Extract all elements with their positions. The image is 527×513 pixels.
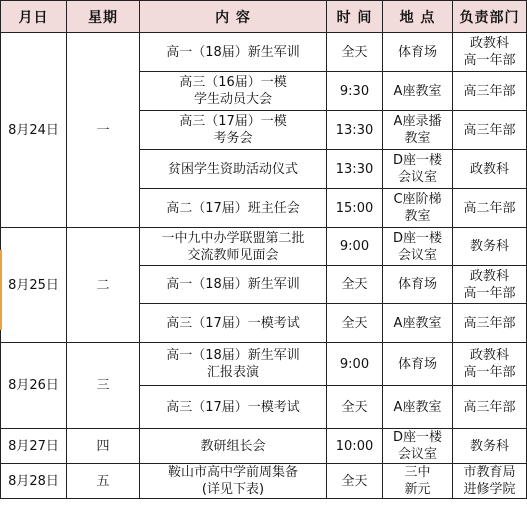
table-row [1, 429, 527, 464]
location-line: 体育场 [397, 44, 437, 60]
dept-cell [453, 72, 527, 111]
content-line: 汇报表演 [206, 365, 259, 380]
dept-cell [453, 266, 527, 304]
content-line: 教研组长会 [200, 438, 266, 454]
weekday-cell: 四 [67, 429, 140, 464]
content-cell [140, 266, 327, 304]
time-cell: 13:30 [327, 150, 383, 189]
dept-line: 政教科 [469, 161, 509, 177]
location-line: A座教室 [393, 399, 442, 415]
time-cell: 全天 [327, 266, 383, 304]
location-cell [383, 228, 453, 266]
dept-line: 政教科 [469, 348, 509, 363]
location-line: 体育场 [397, 356, 437, 372]
header-row [1, 1, 527, 33]
dept-cell [453, 228, 527, 266]
content-line: 高三（17届）一模 [179, 114, 287, 129]
location-line: 会议室 [397, 170, 437, 185]
content-line: 鞍山市高中学前周集备 [167, 465, 298, 480]
content-line: 高一（18届）新生军训 [166, 348, 300, 363]
location-cell [383, 150, 453, 189]
dept-cell [453, 304, 527, 343]
location-line: A座录播 [393, 114, 442, 129]
content-line: 贫困学生资助活动仪式 [167, 161, 298, 177]
dept-line: 高三年部 [463, 399, 516, 415]
dept-cell [453, 386, 527, 429]
dept-line: 高二年部 [463, 200, 516, 216]
location-line: 会议室 [397, 247, 437, 263]
date-cell: 8月25日 [1, 228, 67, 343]
dept-cell [453, 150, 527, 189]
header-dept: 负责部门 [453, 1, 527, 33]
time-cell: 13:30 [327, 111, 383, 150]
time-cell: 9:30 [327, 72, 383, 111]
dept-cell [453, 429, 527, 464]
content-line: 高三（16届）一模 [179, 75, 287, 90]
time-cell: 9:00 [327, 228, 383, 266]
location-line: A座教室 [393, 315, 442, 331]
location-cell [383, 111, 453, 150]
location-line: 会议室 [397, 447, 437, 462]
location-cell [383, 343, 453, 386]
location-cell [383, 189, 453, 228]
location-cell [383, 304, 453, 343]
location-line: 体育场 [397, 277, 437, 292]
location-cell [383, 33, 453, 72]
dept-line: 高一年部 [463, 53, 516, 68]
content-line: 高三（17届）一模考试 [166, 399, 300, 415]
weekday-cell: 五 [67, 464, 140, 499]
date-cell: 8月24日 [1, 33, 67, 228]
weekday-cell: 二 [67, 228, 140, 343]
table-row [1, 343, 527, 386]
content-line: 高一（18届）新生军训 [166, 44, 300, 60]
content-cell [140, 33, 327, 72]
content-cell [140, 304, 327, 343]
location-line: D座一楼 [392, 230, 442, 246]
time-cell: 10:00 [327, 429, 383, 464]
dept-line: 市教育局 [463, 465, 516, 480]
dept-line: 高三年部 [463, 315, 516, 331]
table-row [1, 228, 527, 266]
content-cell [140, 343, 327, 386]
location-line: 新元 [404, 482, 431, 497]
content-cell [140, 111, 327, 150]
dept-line: 政教科 [469, 268, 509, 284]
left-edge-accent [0, 250, 2, 330]
location-cell [383, 429, 453, 464]
table-row [1, 33, 527, 72]
dept-cell [453, 189, 527, 228]
content-cell [140, 429, 327, 464]
dept-line: 高一年部 [463, 365, 516, 380]
date-cell: 8月27日 [1, 429, 67, 464]
location-line: C座阶梯 [393, 192, 442, 207]
time-cell: 9:00 [327, 343, 383, 386]
content-line: 高一（18届）新生军训 [166, 277, 300, 292]
dept-line: 教务科 [469, 239, 509, 254]
content-line: 高三（17届）一模考试 [166, 315, 300, 331]
time-cell: 15:00 [327, 189, 383, 228]
dept-line: 教务科 [469, 438, 509, 454]
time-cell: 全天 [327, 304, 383, 343]
location-cell [383, 72, 453, 111]
header-weekday: 星期 [67, 1, 140, 33]
dept-line: 高三年部 [463, 83, 516, 99]
time-cell: 全天 [327, 33, 383, 72]
content-line: 交流教师见面会 [187, 247, 279, 263]
table-row [1, 464, 527, 499]
header-date: 月日 [1, 1, 67, 33]
content-cell [140, 464, 327, 499]
date-cell: 8月26日 [1, 343, 67, 429]
content-line: 高二（17届）班主任会 [166, 200, 300, 216]
content-line: 考务会 [213, 131, 253, 146]
header-time: 时 间 [327, 1, 383, 33]
date-cell: 8月28日 [1, 464, 67, 499]
content-cell [140, 150, 327, 189]
dept-line: 政教科 [469, 36, 509, 51]
location-line: 三中 [404, 465, 431, 480]
location-line: 教室 [404, 131, 431, 146]
content-line: 学生动员大会 [193, 92, 272, 107]
content-cell [140, 189, 327, 228]
content-cell [140, 72, 327, 111]
content-cell [140, 386, 327, 429]
location-cell [383, 386, 453, 429]
content-line: (详见下表) [201, 482, 265, 497]
content-cell [140, 228, 327, 266]
location-cell [383, 464, 453, 499]
time-cell: 全天 [327, 464, 383, 499]
dept-cell [453, 343, 527, 386]
content-line: 一中九中办学联盟第二批 [161, 230, 305, 246]
location-line: D座一楼 [392, 153, 442, 168]
time-cell: 全天 [327, 386, 383, 429]
location-line: 教室 [404, 209, 431, 224]
weekday-cell: 三 [67, 343, 140, 429]
weekday-cell: 一 [67, 33, 140, 228]
dept-cell [453, 111, 527, 150]
location-line: A座教室 [393, 83, 442, 99]
dept-cell [453, 464, 527, 499]
dept-line: 进修学院 [463, 482, 516, 497]
location-line: D座一楼 [392, 430, 442, 445]
header-location: 地 点 [383, 1, 453, 33]
header-content: 内 容 [140, 1, 327, 33]
location-cell [383, 266, 453, 304]
dept-line: 高三年部 [463, 122, 516, 138]
dept-line: 高一年部 [463, 285, 516, 301]
dept-cell [453, 33, 527, 72]
